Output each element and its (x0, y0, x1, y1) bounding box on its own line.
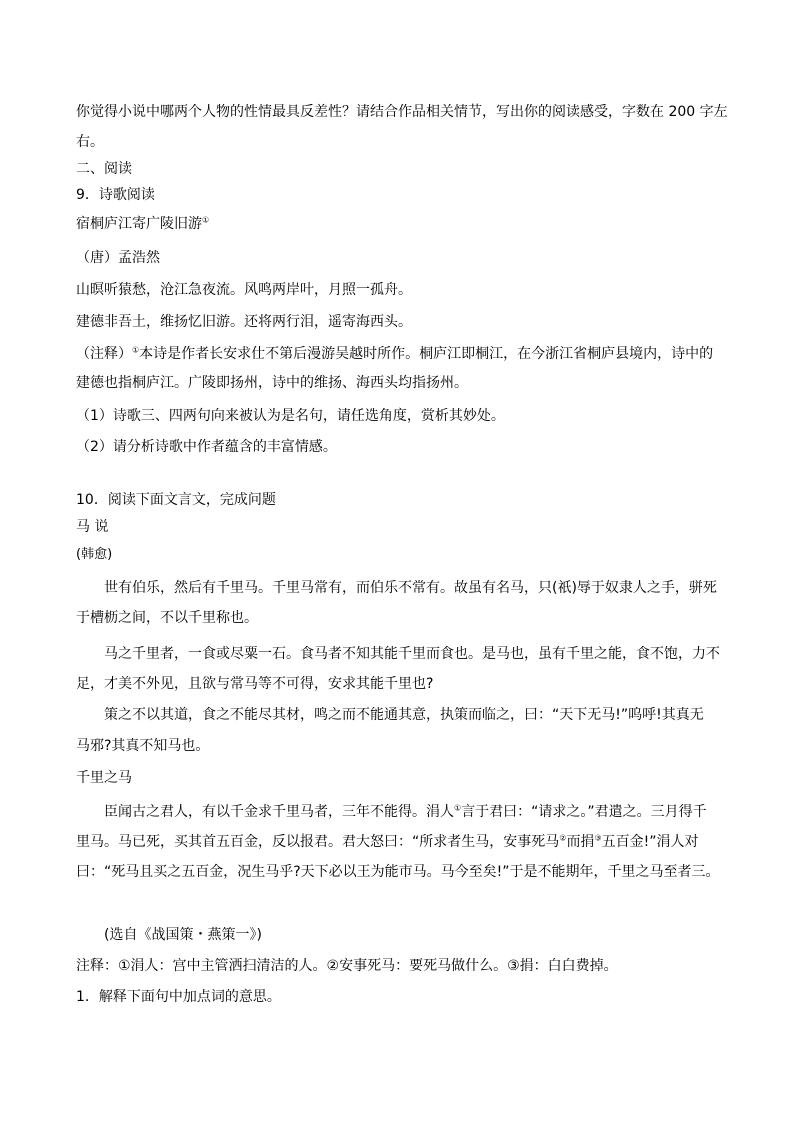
para1-line2: 于槽枥之间，不以千里称也。 (76, 610, 258, 626)
poem-note-line2: 建德也指桐庐江。广陵即扬州，诗中的维扬、海西头均指扬州。 (76, 375, 468, 391)
annotation-notes: 注释：①涓人：宫中主管洒扫清洁的人。②安事死马：要死马做什么。③捐：白白费掉。 (76, 958, 618, 974)
poem-note-prefix: （注释） (76, 346, 132, 362)
para4-line2-c: 五百金!”涓人对 (601, 834, 699, 850)
para4-line1-a: 臣闻古之君人，有以千金求千里马者，三年不能得。涓人 (104, 804, 454, 820)
note-mark-1: ① (454, 803, 462, 813)
text1-title: 马 说 (76, 519, 109, 535)
para4-line1 (104, 803, 707, 821)
poem-title (76, 215, 209, 233)
note-mark-3: ③ (594, 833, 602, 843)
q10-sub1: 1．解释下面句中加点词的意思。 (76, 989, 281, 1005)
poem-note-mark: ① (132, 345, 140, 355)
para2-line2: 足，才美不外见，且欲与常马等不可得，安求其能千里也? (76, 676, 434, 692)
poem-note-line1 (76, 345, 713, 363)
text1-author: (韩愈) (76, 547, 113, 562)
question-prompt-line2: 右。 (76, 134, 104, 150)
question-prompt-line1: 你觉得小说中哪两个人物的性情最具反差性？请结合作品相关情节，写出你的阅读感受，字数在 200 字左 (76, 104, 728, 120)
section-heading: 二、阅读 (76, 161, 132, 177)
para1-line1: 世有伯乐，然后有千里马。千里马常有，而伯乐不常有。故虽有名马，只(祇)辱于奴隶人之手，骈死 (104, 580, 717, 596)
poem-title-note-mark: ① (202, 215, 210, 225)
poem-note-text: 本诗是作者长安求仕不第后漫游吴越时所作。桐庐江即桐江，在今浙江省桐庐县境内，诗中的 (139, 346, 714, 362)
poem-title-text: 宿桐庐江寄广陵旧游 (76, 216, 202, 232)
poem-verse-2: 建德非吾土，维扬忆旧游。还将两行泪，遥寄海西头。 (76, 314, 412, 330)
text2-title: 千里之马 (76, 770, 132, 786)
q9-title: 9．诗歌阅读 (76, 187, 155, 203)
para4-line1-b: 言于君曰：“请求之。”君遣之。三月得千 (461, 804, 707, 820)
q9-sub1: （1）诗歌三、四两句向来被认为是名句，请任选角度，赏析其妙处。 (76, 408, 505, 424)
source-citation: (选自《战国策・燕策一》) (104, 927, 262, 943)
para3-line2: 马邪?其真不知马也。 (76, 738, 210, 754)
para3-line1: 策之不以其道，食之不能尽其材，鸣之而不能通其意，执策而临之，曰：“天下无马!”呜呼!其真无 (104, 707, 704, 723)
poem-author: （唐）孟浩然 (76, 250, 160, 266)
para2-line1: 马之千里者，一食或尽粟一石。食马者不知其能千里而食也。是马也，虽有千里之能，食不饱，力不 (104, 646, 720, 662)
para4-line2 (76, 833, 698, 851)
poem-verse-1: 山暝听猿愁，沧江急夜流。风鸣两岸叶，月照一孤舟。 (76, 282, 412, 298)
q9-sub2: （2）请分析诗歌中作者蕴含的丰富情感。 (76, 439, 337, 455)
note-mark-2: ② (559, 833, 567, 843)
para4-line3: 曰：“死马且买之五百金，况生马乎?天下必以王为能市马。马今至矣!”于是不能期年，千里之马至者三。 (76, 864, 720, 880)
para4-line2-b: 而捐 (566, 834, 595, 850)
q10-title: 10．阅读下面文言文，完成问题 (76, 492, 276, 508)
para4-line2-a: 里马。马已死，买其首五百金，反以报君。君大怒曰：“所求者生马，安事死马 (76, 834, 560, 850)
